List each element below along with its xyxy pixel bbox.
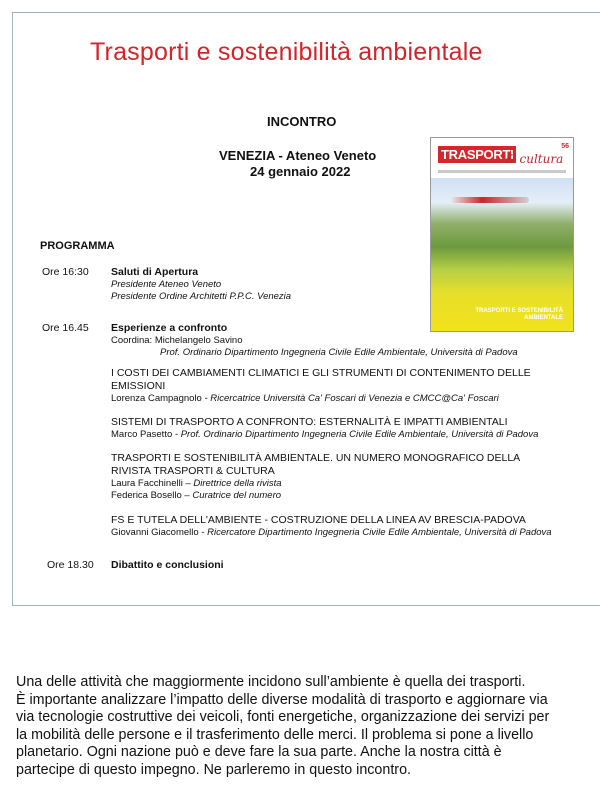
page-title: Trasporti e sostenibilità ambientale: [90, 38, 483, 66]
speaker: Laura Facchinelli – Direttrice della rivista: [111, 478, 282, 489]
session-heading: Esperienze a confronto: [111, 322, 228, 334]
talk-title: EMISSIONI: [111, 380, 166, 392]
session-line: Presidente Ateneo Veneto: [111, 279, 222, 290]
speaker: Marco Pasetto - Prof. Ordinario Dipartimento Ingegneria Civile Edile Ambientale, Università di Padova: [111, 429, 539, 440]
coordinator: Coordina: Michelangelo Savino: [111, 335, 243, 346]
session-time: Ore 16:30: [42, 266, 89, 278]
magazine-cover: [430, 137, 574, 332]
magazine-script-title: & cultura: [505, 152, 564, 166]
cover-caption: TRASPORTI E SOSTENIBILITÀ AMBIENTALE: [475, 308, 563, 321]
paragraph-line: la mobilità delle persone e il trasferimento delle merci. Il problema si pone a livello: [16, 726, 534, 743]
coordinator-role: Prof. Ordinario Dipartimento Ingegneria Civile Edile Ambientale, Università di Padova: [160, 347, 518, 358]
speaker: Federica Bosello – Curatrice del numero: [111, 490, 282, 501]
speaker: Lorenza Campagnolo - Ricercatrice Università Ca' Foscari di Venezia e CMCC@Ca' Foscari: [111, 393, 499, 404]
talk-title: RIVISTA TRASPORTI & CULTURA: [111, 465, 275, 477]
magazine-logo: TRASPORTI: [438, 146, 516, 163]
programma-heading: PROGRAMMA: [40, 240, 115, 252]
event-date: 24 gennaio 2022: [250, 164, 351, 179]
event-type: INCONTRO: [267, 114, 337, 129]
talk-title: I COSTI DEI CAMBIAMENTI CLIMATICI E GLI STRUMENTI DI CONTENIMENTO DELLE: [111, 367, 531, 379]
event-venue: VENEZIA - Ateneo Veneto: [219, 148, 377, 163]
session-time: Ore 16.45: [42, 322, 89, 334]
session-heading: Saluti di Apertura: [111, 266, 199, 278]
speaker: Giovanni Giacomello - Ricercatore Dipartimento Ingegneria Civile Edile Ambientale, Università di Padova: [111, 527, 552, 538]
cover-subtitle-bar: [438, 170, 566, 173]
paragraph-line: via tecnologie costruttive dei veicoli, fonti energetiche, organizzazione dei servizi per: [16, 709, 550, 725]
intro-paragraph: [16, 674, 600, 779]
talk-title: FS E TUTELA DELL'AMBIENTE - COSTRUZIONE DELLA LINEA AV BRESCIA-PADOVA: [111, 514, 526, 526]
paragraph-line: È importante analizzare l’impatto delle diverse modalità di trasporto e aggiornare via: [16, 691, 548, 708]
paragraph-line: planetario. Ogni nazione può e deve fare la sua parte. Anche la nostra città è: [16, 744, 502, 760]
closing-time: Ore 18.30: [47, 559, 94, 571]
issue-number: 56: [561, 143, 569, 150]
paragraph-line: partecipe di questo impegno. Ne parleremo in questo incontro.: [16, 761, 411, 778]
paragraph-line: Una delle attività che maggiormente incidono sull’ambiente è quella dei trasporti.: [16, 674, 526, 690]
talk-title: SISTEMI DI TRASPORTO A CONFRONTO: ESTERNALITÀ E IMPATTI AMBIENTALI: [111, 416, 508, 428]
session-line: Presidente Ordine Architetti P.P.C. Venezia: [111, 291, 292, 302]
talk-title: TRASPORTI E SOSTENIBILITÀ AMBIENTALE. UN NUMERO MONOGRAFICO DELLA: [111, 452, 521, 464]
closing-heading: Dibattito e conclusioni: [111, 559, 224, 571]
train-image: [451, 197, 529, 203]
